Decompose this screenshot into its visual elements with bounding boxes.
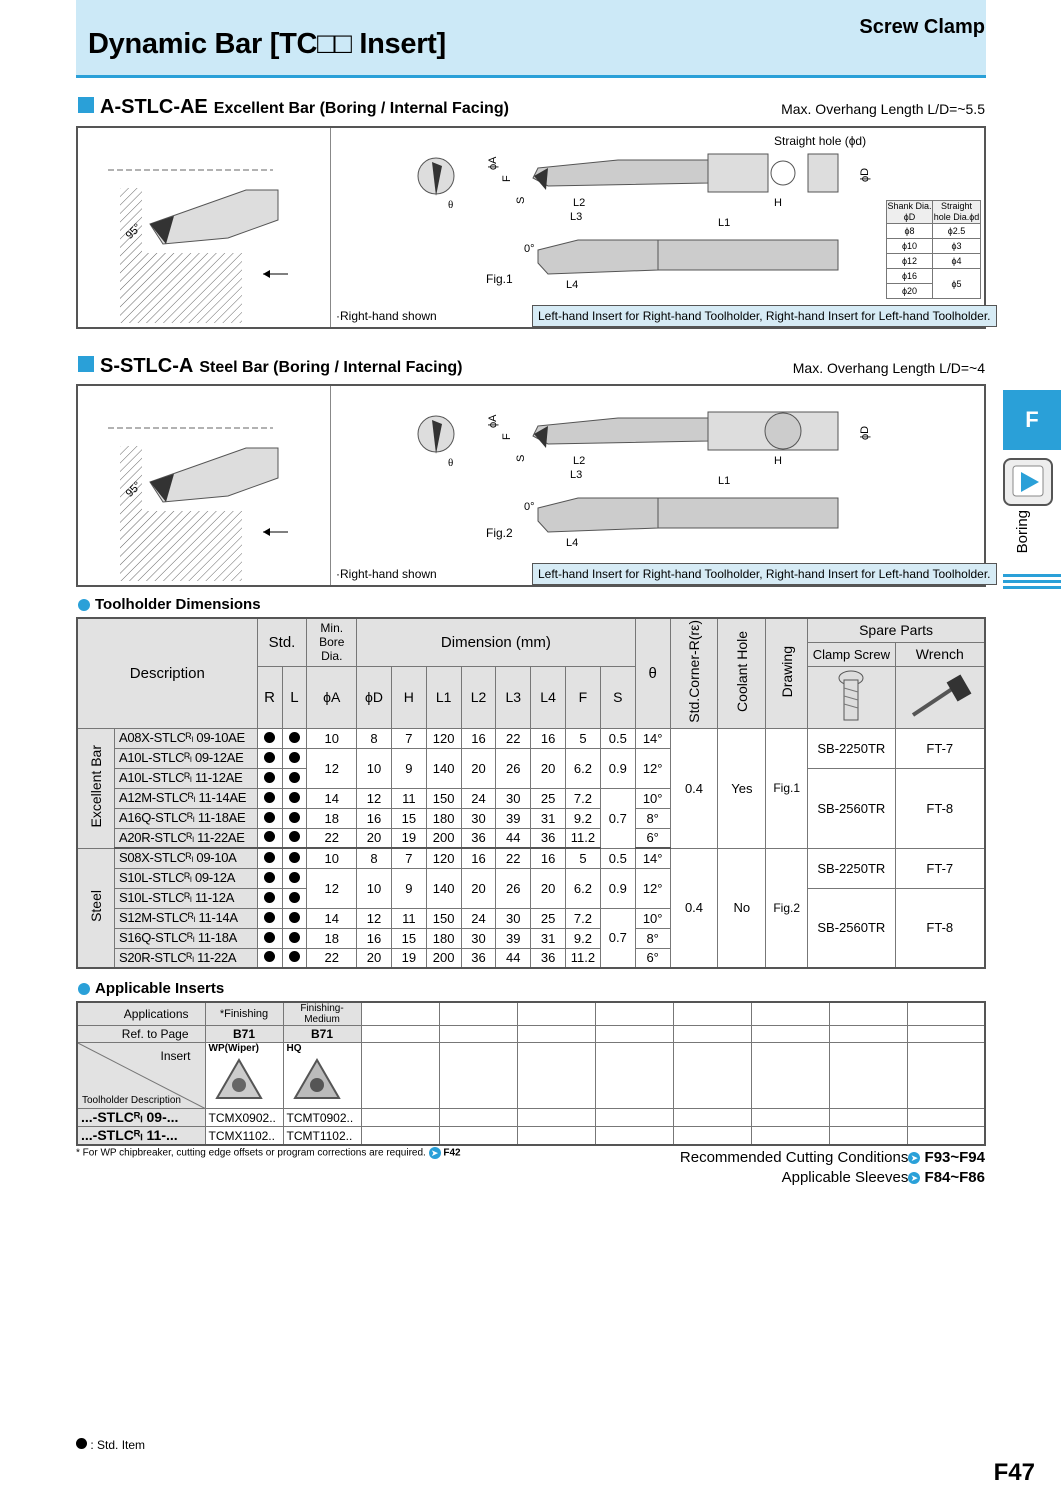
col-F: F bbox=[565, 666, 600, 728]
bullet-icon bbox=[78, 599, 90, 611]
dim-cell: 22 bbox=[496, 728, 531, 748]
clamp-screw-image bbox=[808, 666, 895, 728]
description-cell: S16Q-STLCᴿₗ 11-18A bbox=[115, 928, 258, 948]
std-l bbox=[282, 948, 307, 968]
std-l bbox=[282, 748, 307, 768]
svg-text:L4: L4 bbox=[566, 279, 579, 291]
section2-subtitle: Steel Bar (Boring / Internal Facing) bbox=[199, 359, 463, 376]
dim-cell: 6° bbox=[635, 828, 670, 848]
col-H: H bbox=[391, 666, 426, 728]
coolant-cell: Yes bbox=[718, 728, 766, 848]
clamp-screw-cell: SB-2560TR bbox=[808, 768, 895, 848]
shank-cell: ϕ8 bbox=[887, 224, 933, 239]
insert-code: TCMX1102.. bbox=[205, 1127, 283, 1146]
shank-cell: ϕ20 bbox=[887, 284, 933, 299]
svg-text:L1: L1 bbox=[718, 475, 731, 487]
wrench-cell: FT-8 bbox=[895, 768, 985, 848]
dim-cell: 140 bbox=[426, 748, 461, 788]
shank-header-1b: ϕD bbox=[903, 212, 916, 222]
dim-cell: 5 bbox=[565, 728, 600, 748]
table-row bbox=[77, 848, 985, 868]
sleeves-label: Applicable Sleeves bbox=[781, 1169, 909, 1186]
dim-cell: 11 bbox=[391, 788, 426, 808]
col-spare-parts: Spare Parts bbox=[808, 618, 985, 642]
dim-cell: 10 bbox=[357, 748, 392, 788]
svg-text:L1: L1 bbox=[718, 217, 731, 229]
dim-cell: 20 bbox=[531, 748, 566, 788]
dim-cell: 11 bbox=[391, 908, 426, 928]
applicable-inserts-table bbox=[76, 1001, 986, 1146]
svg-text:ϕA: ϕA bbox=[487, 414, 499, 428]
col-description: Description bbox=[77, 618, 257, 728]
description-cell: A10L-STLCᴿₗ 11-12AE bbox=[115, 768, 258, 788]
svg-text:ϕD: ϕD bbox=[859, 167, 871, 182]
description-cell: A16Q-STLCᴿₗ 11-18AE bbox=[115, 808, 258, 828]
std-l bbox=[282, 808, 307, 828]
dim-cell: 22 bbox=[307, 828, 357, 848]
clamp-screw-cell: SB-2560TR bbox=[808, 888, 895, 968]
description-cell: S08X-STLCᴿₗ 09-10A bbox=[115, 848, 258, 868]
dim-cell: 25 bbox=[531, 788, 566, 808]
col-std: Std. bbox=[257, 618, 307, 666]
section1-max-overhang: Max. Overhang Length L/D=~5.5 bbox=[781, 101, 985, 117]
category-label: Screw Clamp bbox=[859, 16, 985, 38]
dim-cell: 150 bbox=[426, 788, 461, 808]
dim-cell: 30 bbox=[461, 928, 496, 948]
applications-label: Applications bbox=[77, 1002, 205, 1026]
dim-cell: 16 bbox=[461, 728, 496, 748]
std-l bbox=[282, 788, 307, 808]
dim-cell: 18 bbox=[307, 808, 357, 828]
insert-wp-image bbox=[209, 1054, 269, 1104]
dim-cell: 44 bbox=[496, 948, 531, 968]
dim-cell: 20 bbox=[357, 828, 392, 848]
dim-cell: 0.5 bbox=[600, 848, 635, 868]
section2-code: S-STLC-A bbox=[100, 355, 194, 377]
svg-text:S: S bbox=[515, 196, 527, 204]
insert-code: TCMT1102.. bbox=[283, 1127, 361, 1146]
std-dot-icon bbox=[76, 1438, 87, 1449]
std-r bbox=[257, 868, 282, 888]
dim-cell: 9.2 bbox=[565, 928, 600, 948]
description-cell: S12M-STLCᴿₗ 11-14A bbox=[115, 908, 258, 928]
svg-text:L3: L3 bbox=[570, 211, 583, 223]
dim-cell: 10° bbox=[635, 788, 670, 808]
svg-text:ϕD: ϕD bbox=[859, 425, 871, 440]
std-r bbox=[257, 928, 282, 948]
dim-cell: 30 bbox=[461, 808, 496, 828]
boring-diagram-2 bbox=[78, 386, 328, 586]
dim-cell: 16 bbox=[357, 928, 392, 948]
boring-diagram-1 bbox=[78, 128, 328, 328]
std-l bbox=[282, 928, 307, 948]
clamp-screw-cell: SB-2250TR bbox=[808, 848, 895, 888]
shank-cell: ϕ2.5 bbox=[933, 224, 981, 239]
ref-page-1: B71 bbox=[205, 1026, 283, 1043]
col-clamp-screw: Clamp Screw bbox=[808, 642, 895, 666]
dim-cell: 19 bbox=[391, 828, 426, 848]
bar-diagram-1 bbox=[408, 138, 888, 298]
dim-cell: 6.2 bbox=[565, 748, 600, 788]
description-cell: A20R-STLCᴿₗ 11-22AE bbox=[115, 828, 258, 848]
dim-cell: 16 bbox=[461, 848, 496, 868]
footnote-ref: F42 bbox=[443, 1147, 461, 1159]
dim-cell: 10° bbox=[635, 908, 670, 928]
dim-cell: 10 bbox=[307, 848, 357, 868]
insert-hq: HQ bbox=[283, 1043, 361, 1109]
dim-cell: 11.2 bbox=[565, 948, 600, 968]
dim-cell: 5 bbox=[565, 848, 600, 868]
description-cell: S10L-STLCᴿₗ 11-12A bbox=[115, 888, 258, 908]
col-theta: θ bbox=[635, 618, 670, 728]
dims-heading: Toolholder Dimensions bbox=[78, 596, 261, 613]
std-r bbox=[257, 848, 282, 868]
std-l bbox=[282, 868, 307, 888]
wrench-cell: FT-8 bbox=[895, 888, 985, 968]
page-title: Dynamic Bar [TC□□ Insert] bbox=[88, 28, 446, 60]
col-l: L bbox=[282, 666, 307, 728]
svg-text:H: H bbox=[774, 455, 782, 467]
description-cell: A10L-STLCᴿₗ 09-12AE bbox=[115, 748, 258, 768]
dim-cell: 36 bbox=[531, 828, 566, 848]
dim-cell: 180 bbox=[426, 808, 461, 828]
std-r bbox=[257, 888, 282, 908]
col-corner: Std.Corner-R(rε) bbox=[686, 620, 702, 724]
dim-cell: 31 bbox=[531, 808, 566, 828]
svg-text:0°: 0° bbox=[524, 243, 535, 255]
wrench-cell: FT-7 bbox=[895, 728, 985, 768]
dim-cell: 150 bbox=[426, 908, 461, 928]
col-L1: L1 bbox=[426, 666, 461, 728]
page-number: F47 bbox=[993, 1459, 1035, 1486]
dim-cell: 20 bbox=[357, 948, 392, 968]
svg-text:H: H bbox=[774, 197, 782, 209]
holder-row-11: ...-STLCᴿₗ 11-... bbox=[77, 1127, 205, 1146]
app-finishing: *Finishing bbox=[205, 1002, 283, 1026]
dim-cell: 120 bbox=[426, 728, 461, 748]
description-cell: A08X-STLCᴿₗ 09-10AE bbox=[115, 728, 258, 748]
dim-cell: 24 bbox=[461, 908, 496, 928]
svg-text:L4: L4 bbox=[566, 537, 579, 549]
dim-cell: 180 bbox=[426, 928, 461, 948]
std-r bbox=[257, 828, 282, 848]
toolholder-dimensions-table bbox=[76, 617, 986, 969]
holder-row-09: ...-STLCᴿₗ 09-... bbox=[77, 1109, 205, 1127]
dim-cell: 0.5 bbox=[600, 728, 635, 748]
square-icon bbox=[78, 356, 94, 372]
dim-cell: 8° bbox=[635, 808, 670, 828]
dim-cell: 10 bbox=[307, 728, 357, 748]
std-r bbox=[257, 908, 282, 928]
dim-cell: 12 bbox=[357, 908, 392, 928]
shank-header-1: Shank Dia. bbox=[887, 201, 932, 211]
straight-hole-label: Straight hole (ϕd) bbox=[774, 134, 867, 148]
ref-page-label: Ref. to Page bbox=[77, 1026, 205, 1043]
arrow-icon: ➤ bbox=[429, 1147, 441, 1159]
shank-header-2b: hole Dia.ϕd bbox=[933, 212, 980, 222]
dim-cell: 8 bbox=[357, 848, 392, 868]
arrow-icon: ➤ bbox=[908, 1172, 920, 1184]
dim-cell: 140 bbox=[426, 868, 461, 908]
shank-cell: ϕ4 bbox=[933, 254, 981, 269]
svg-text:θ: θ bbox=[448, 199, 454, 211]
dim-cell: 39 bbox=[496, 928, 531, 948]
dim-cell: 20 bbox=[461, 868, 496, 908]
side-stripe bbox=[1003, 580, 1061, 583]
description-cell: S20R-STLCᴿₗ 11-22A bbox=[115, 948, 258, 968]
col-L4: L4 bbox=[531, 666, 566, 728]
insert-code: TCMT0902.. bbox=[283, 1109, 361, 1127]
shank-cell: ϕ16 bbox=[887, 269, 933, 284]
ref-page-2: B71 bbox=[283, 1026, 361, 1043]
std-l bbox=[282, 828, 307, 848]
dim-cell: 7.2 bbox=[565, 788, 600, 808]
dim-cell: 14 bbox=[307, 788, 357, 808]
description-cell: A12M-STLCᴿₗ 11-14AE bbox=[115, 788, 258, 808]
clamp-screw-cell: SB-2250TR bbox=[808, 728, 895, 768]
svg-text:F: F bbox=[501, 433, 513, 440]
dim-cell: 36 bbox=[531, 948, 566, 968]
dim-cell: 9.2 bbox=[565, 808, 600, 828]
corner-cell: 0.4 bbox=[670, 728, 718, 848]
dim-cell: 26 bbox=[496, 868, 531, 908]
std-item-legend: : Std. Item bbox=[76, 1438, 145, 1452]
bullet-icon bbox=[78, 983, 90, 995]
group-label: Steel bbox=[77, 848, 115, 968]
holder-desc-label: Toolholder Description bbox=[82, 1095, 181, 1106]
dim-cell: 19 bbox=[391, 948, 426, 968]
dim-cell: 12 bbox=[307, 748, 357, 788]
dim-cell: 26 bbox=[496, 748, 531, 788]
section1-figure bbox=[76, 126, 991, 329]
lh-note: Left-hand Insert for Right-hand Toolholder, Right-hand Insert for Left-hand Toolholder. bbox=[532, 305, 997, 327]
col-L3: L3 bbox=[496, 666, 531, 728]
section2-heading bbox=[78, 355, 462, 378]
col-dimension: Dimension (mm) bbox=[357, 618, 636, 666]
insert-label: Insert bbox=[160, 1049, 191, 1063]
std-r bbox=[257, 728, 282, 748]
dim-cell: 39 bbox=[496, 808, 531, 828]
sleeves-ref[interactable]: F84~F86 bbox=[924, 1169, 985, 1186]
square-icon bbox=[78, 97, 94, 113]
dim-cell: 9 bbox=[391, 868, 426, 908]
col-drawing: Drawing bbox=[778, 646, 795, 698]
dim-cell: 31 bbox=[531, 928, 566, 948]
section2-max-overhang: Max. Overhang Length L/D=~4 bbox=[792, 360, 985, 376]
dim-cell: 10 bbox=[357, 868, 392, 908]
dim-cell: 200 bbox=[426, 828, 461, 848]
col-phiA: ϕA bbox=[307, 666, 357, 728]
dim-cell: 200 bbox=[426, 948, 461, 968]
dim-cell: 15 bbox=[391, 928, 426, 948]
col-coolant: Coolant Hole bbox=[733, 631, 750, 713]
col-phiD: ϕD bbox=[357, 666, 392, 728]
footnote: * For WP chipbreaker, cutting edge offsets or program corrections are required. ➤ F42 bbox=[76, 1147, 461, 1159]
section2-figure bbox=[76, 384, 991, 587]
side-stripe bbox=[1003, 574, 1061, 577]
dim-cell: 12° bbox=[635, 868, 670, 908]
arrow-icon: ➤ bbox=[908, 1152, 920, 1164]
insert-diagonal-header bbox=[77, 1043, 205, 1109]
table-row bbox=[77, 728, 985, 748]
dim-cell: 7 bbox=[391, 848, 426, 868]
std-r bbox=[257, 788, 282, 808]
col-r: R bbox=[257, 666, 282, 728]
shank-cell: ϕ3 bbox=[933, 239, 981, 254]
bar-diagram-2 bbox=[408, 396, 888, 556]
std-l bbox=[282, 888, 307, 908]
dim-cell: 8 bbox=[357, 728, 392, 748]
references bbox=[680, 1148, 985, 1188]
shank-table bbox=[886, 200, 981, 299]
insert-wp: WP(Wiper) bbox=[205, 1043, 283, 1109]
description-cell: S10L-STLCᴿₗ 09-12A bbox=[115, 868, 258, 888]
lh-note: Left-hand Insert for Right-hand Toolholder, Right-hand Insert for Left-hand Toolholder. bbox=[532, 563, 997, 585]
dim-cell: 25 bbox=[531, 908, 566, 928]
dim-cell: 12 bbox=[357, 788, 392, 808]
std-l bbox=[282, 848, 307, 868]
rec-cutting-label: Recommended Cutting Conditions bbox=[679, 1149, 909, 1166]
insert-code: TCMX0902.. bbox=[205, 1109, 283, 1127]
side-stripe bbox=[1003, 586, 1061, 589]
std-l bbox=[282, 728, 307, 748]
svg-text:ϕA: ϕA bbox=[487, 156, 499, 170]
shank-cell: ϕ10 bbox=[887, 239, 933, 254]
dim-cell: 12 bbox=[307, 868, 357, 908]
right-hand-note: ·Right-hand shown bbox=[336, 309, 437, 323]
svg-text:L3: L3 bbox=[570, 469, 583, 481]
dim-cell: 22 bbox=[496, 848, 531, 868]
dim-cell: 20 bbox=[531, 868, 566, 908]
dim-cell: 7 bbox=[391, 728, 426, 748]
drawing-cell: Fig.2 bbox=[766, 848, 808, 968]
dim-cell: 12° bbox=[635, 748, 670, 788]
dim-cell: 8° bbox=[635, 928, 670, 948]
side-label: Boring bbox=[1014, 510, 1031, 554]
dim-cell: 11.2 bbox=[565, 828, 600, 848]
std-l bbox=[282, 768, 307, 788]
svg-text:L2: L2 bbox=[573, 197, 586, 209]
dim-cell: 24 bbox=[461, 788, 496, 808]
dim-cell: 0.7 bbox=[600, 908, 635, 968]
boring-icon bbox=[1003, 458, 1053, 506]
angle-label: 95° bbox=[123, 221, 144, 242]
dim-cell: 16 bbox=[531, 728, 566, 748]
dim-cell: 30 bbox=[496, 908, 531, 928]
dim-cell: 16 bbox=[357, 808, 392, 828]
section1-subtitle: Excellent Bar (Boring / Internal Facing) bbox=[213, 100, 509, 117]
shank-cell: ϕ12 bbox=[887, 254, 933, 269]
std-r bbox=[257, 768, 282, 788]
std-l bbox=[282, 908, 307, 928]
dim-cell: 36 bbox=[461, 948, 496, 968]
rec-cutting-ref[interactable]: F93~F94 bbox=[924, 1149, 985, 1166]
dim-cell: 6.2 bbox=[565, 868, 600, 908]
dim-cell: 9 bbox=[391, 748, 426, 788]
dim-cell: 20 bbox=[461, 748, 496, 788]
svg-text:θ: θ bbox=[448, 457, 454, 469]
wrench-cell: FT-7 bbox=[895, 848, 985, 888]
dim-cell: 14° bbox=[635, 728, 670, 748]
dim-cell: 0.7 bbox=[600, 788, 635, 848]
dim-cell: 0.9 bbox=[600, 868, 635, 908]
std-r bbox=[257, 948, 282, 968]
svg-text:0°: 0° bbox=[524, 501, 535, 513]
section1-heading bbox=[78, 96, 509, 119]
dim-cell: 120 bbox=[426, 848, 461, 868]
dim-cell: 0.9 bbox=[600, 748, 635, 788]
dim-cell: 36 bbox=[461, 828, 496, 848]
inserts-heading: Applicable Inserts bbox=[78, 980, 224, 997]
dim-cell: 15 bbox=[391, 808, 426, 828]
dim-cell: 30 bbox=[496, 788, 531, 808]
svg-text:L2: L2 bbox=[573, 455, 586, 467]
shank-cell: ϕ5 bbox=[933, 269, 981, 299]
std-r bbox=[257, 748, 282, 768]
corner-cell: 0.4 bbox=[670, 848, 718, 968]
svg-text:S: S bbox=[515, 454, 527, 462]
angle-label: 95° bbox=[123, 479, 144, 500]
insert-hq-image bbox=[287, 1054, 347, 1104]
dim-cell: 44 bbox=[496, 828, 531, 848]
fig2-label: Fig.2 bbox=[486, 526, 513, 540]
std-r bbox=[257, 808, 282, 828]
dim-cell: 14° bbox=[635, 848, 670, 868]
dim-cell: 14 bbox=[307, 908, 357, 928]
shank-header-2: Straight bbox=[940, 201, 973, 211]
section1-code: A-STLC-AE bbox=[100, 96, 208, 118]
dim-cell: 18 bbox=[307, 928, 357, 948]
dim-cell: 16 bbox=[531, 848, 566, 868]
app-finishing-medium: Finishing-Medium bbox=[283, 1002, 361, 1026]
drawing-cell: Fig.1 bbox=[766, 728, 808, 848]
fig1-label: Fig.1 bbox=[486, 272, 513, 286]
side-tab[interactable]: F bbox=[1003, 390, 1061, 450]
wrench-image bbox=[895, 666, 985, 728]
dim-cell: 22 bbox=[307, 948, 357, 968]
svg-text:F: F bbox=[501, 175, 513, 182]
col-L2: L2 bbox=[461, 666, 496, 728]
dim-cell: 7.2 bbox=[565, 908, 600, 928]
dim-cell: 6° bbox=[635, 948, 670, 968]
col-wrench: Wrench bbox=[895, 642, 985, 666]
col-min-bore: Min. Bore Dia. bbox=[307, 618, 357, 666]
coolant-cell: No bbox=[718, 848, 766, 968]
group-label: Excellent Bar bbox=[77, 728, 115, 848]
col-S: S bbox=[600, 666, 635, 728]
right-hand-note: ·Right-hand shown bbox=[336, 567, 437, 581]
